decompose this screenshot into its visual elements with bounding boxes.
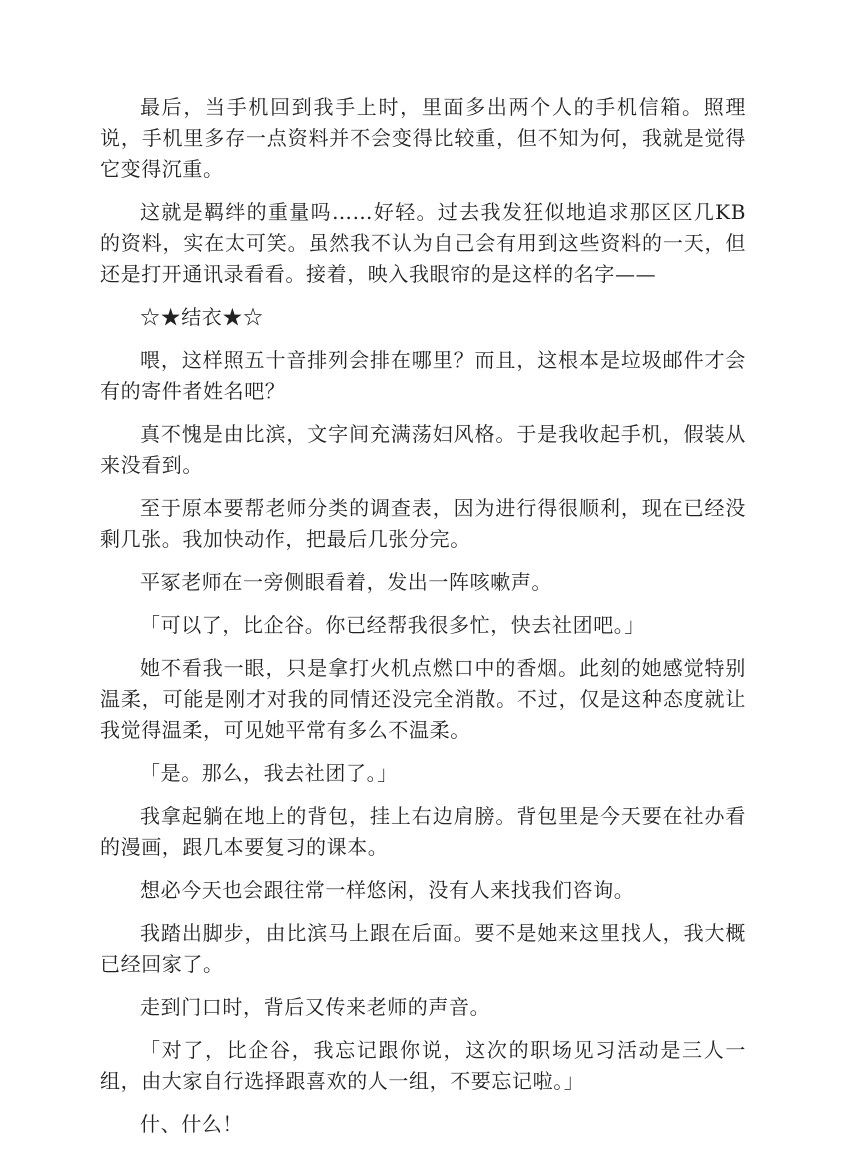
paragraph-2: 这就是羁绊的重量吗……好轻。过去我发狂似地追求那区区几KB的资料，实在太可笑。虽然我不认为自己会有用到这些资料的一天，但还是打开通讯录看看。接着，映入我眼帘的是这样的名字—— xyxy=(100,200,746,286)
paragraph-12: 想必今天也会跟往常一样悠闲，没有人来找我们咨询。 xyxy=(140,878,635,902)
paragraph-11: 我拿起躺在地上的背包，挂上右边肩膀。背包里是今天要在社办看的漫画，跟几本要复习的课本。 xyxy=(100,804,746,859)
paragraph-4: 喂，这样照五十音排列会排在哪里？而且，这根本是垃圾邮件才会有的寄件者姓名吧？ xyxy=(100,348,746,403)
paragraph-8: 「可以了，比企谷。你已经帮我很多忙，快去社团吧。」 xyxy=(140,613,645,637)
paragraph-3: ☆★结衣★☆ xyxy=(140,305,264,329)
document-page xyxy=(100,92,746,1152)
paragraph-9: 她不看我一眼，只是拿打火机点燃口中的香烟。此刻的她感觉特别温柔，可能是刚才对我的同情还没完全消散。不过，仅是这种态度就让我觉得温柔，可见她平常有多么不温柔。 xyxy=(100,656,746,742)
paragraph-14: 走到门口时，背后又传来老师的声音。 xyxy=(140,995,491,1019)
paragraph-6: 至于原本要帮老师分类的调查表，因为进行得很顺利，现在已经没剩几张。我加快动作，把最后几张分完。 xyxy=(100,496,746,551)
paragraph-16: 什、什么！ xyxy=(140,1112,243,1136)
paragraph-13: 我踏出脚步，由比滨马上跟在后面。要不是她来这里找人，我大概已经回家了。 xyxy=(100,921,746,976)
paragraph-7: 平冢老师在一旁侧眼看着，发出一阵咳嗽声。 xyxy=(140,570,552,594)
paragraph-15: 「对了，比企谷，我忘记跟你说，这次的职场见习活动是三人一组，由大家自行选择跟喜欢的人一组，不要忘记啦。」 xyxy=(100,1038,746,1093)
paragraph-1: 最后，当手机回到我手上时，里面多出两个人的手机信箱。照理说，手机里多存一点资料并不会变得比较重，但不知为何，我就是觉得它变得沉重。 xyxy=(100,95,746,181)
paragraph-10: 「是。那么，我去社团了。」 xyxy=(140,761,398,785)
paragraph-5: 真不愧是由比滨，文字间充满荡妇风格。于是我收起手机，假装从来没看到。 xyxy=(100,422,746,477)
